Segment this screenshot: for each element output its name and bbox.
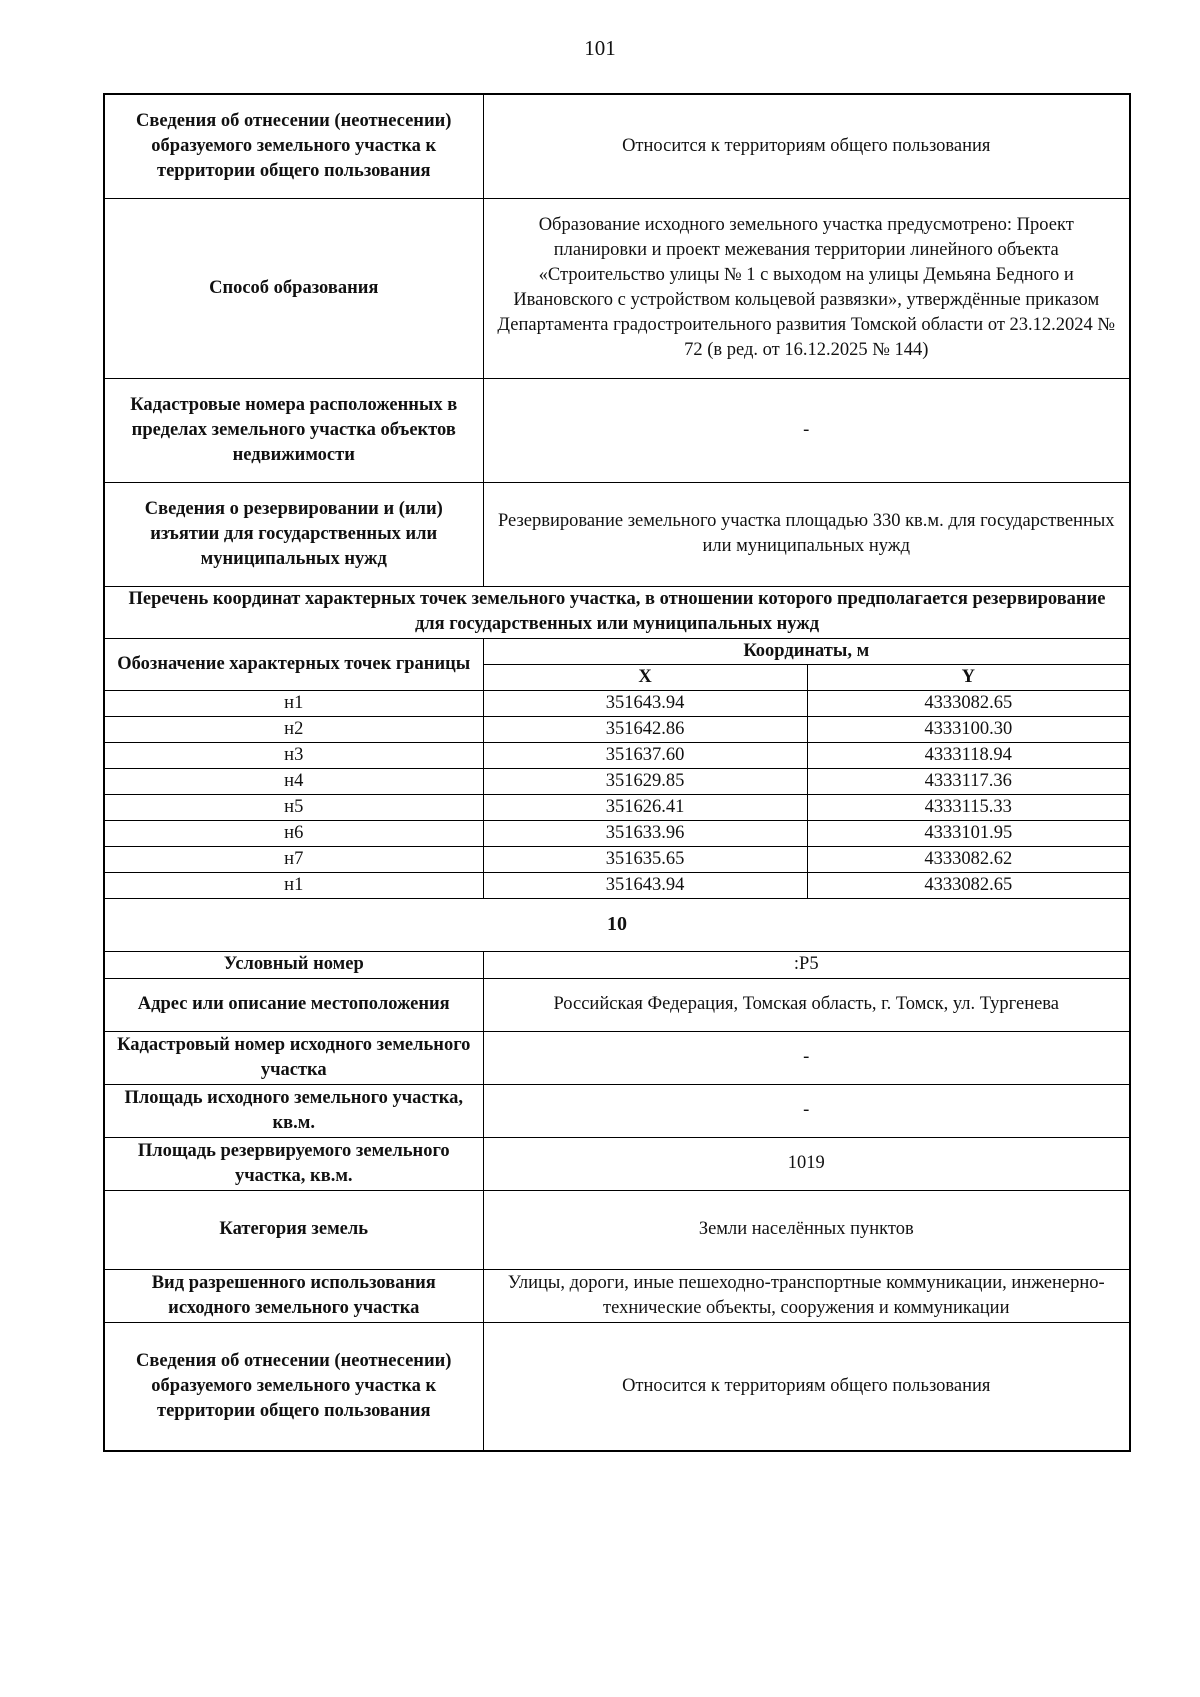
row-label: Кадастровый номер исходного земельного участка <box>104 1031 483 1084</box>
coord-y: 4333082.65 <box>807 690 1130 716</box>
row-label: Вид разрешенного использования исходного земельного участка <box>104 1269 483 1322</box>
row-value: Резервирование земельного участка площадью 330 кв.м. для государственных или муниципальных нужд <box>483 482 1130 586</box>
table-row <box>104 1190 1130 1269</box>
table-row <box>104 1137 1130 1190</box>
coord-x: 351642.86 <box>483 716 807 742</box>
row-label: Категория земель <box>104 1190 483 1269</box>
coord-y: 4333082.62 <box>807 846 1130 872</box>
row-value: - <box>483 1084 1130 1137</box>
coord-point: н4 <box>104 768 483 794</box>
col-x-header: X <box>483 664 807 690</box>
table-row <box>104 482 1130 586</box>
row-label: Адрес или описание местоположения <box>104 978 483 1031</box>
coord-row <box>104 794 1130 820</box>
coord-x: 351643.94 <box>483 872 807 898</box>
row-label: Площадь резервируемого земельного участка, кв.м. <box>104 1137 483 1190</box>
table-row <box>104 1084 1130 1137</box>
coord-y: 4333118.94 <box>807 742 1130 768</box>
coord-y: 4333115.33 <box>807 794 1130 820</box>
row-value: Образование исходного земельного участка предусмотрено: Проект планировки и проект межевания территории линейного объекта «Строительство улицы № 1 с выходом на улицы Демьяна Бедного и Ивановского с устройством кольцевой развязки», утверждённые приказом Департамента градостроительного развития Томской области от 23.12.2024 № 72 (в ред. от 16.12.2025 № 144) <box>483 198 1130 378</box>
row-value: Улицы, дороги, иные пешеходно-транспортные коммуникации, инженерно-технические объекты, сооружения и коммуникации <box>483 1269 1130 1322</box>
coord-row <box>104 742 1130 768</box>
coord-y: 4333101.95 <box>807 820 1130 846</box>
row-value: - <box>483 378 1130 482</box>
table-row <box>104 378 1130 482</box>
coords-header-row <box>104 638 1130 664</box>
coord-row <box>104 846 1130 872</box>
coord-point: н1 <box>104 690 483 716</box>
section-number-row <box>104 898 1130 951</box>
coord-x: 351626.41 <box>483 794 807 820</box>
coord-y: 4333100.30 <box>807 716 1130 742</box>
page-number: 101 <box>584 36 616 60</box>
row-value: - <box>483 1031 1130 1084</box>
table-row <box>104 1031 1130 1084</box>
coord-row <box>104 690 1130 716</box>
table-row <box>104 951 1130 978</box>
coord-x: 351643.94 <box>483 690 807 716</box>
coord-point: н2 <box>104 716 483 742</box>
row-label: Площадь исходного земельного участка, кв.м. <box>104 1084 483 1137</box>
row-value: :Р5 <box>483 951 1130 978</box>
table-row <box>104 978 1130 1031</box>
table-row <box>104 94 1130 198</box>
col-point-header: Обозначение характерных точек границы <box>104 638 483 690</box>
row-value: Российская Федерация, Томская область, г. Томск, ул. Тургенева <box>483 978 1130 1031</box>
row-label: Сведения о резервировании и (или) изъятии для государственных или муниципальных нужд <box>104 482 483 586</box>
table-row <box>104 1269 1130 1322</box>
row-value: Относится к территориям общего пользования <box>483 94 1130 198</box>
row-label: Кадастровые номера расположенных в пределах земельного участка объектов недвижимости <box>104 378 483 482</box>
coords-title: Перечень координат характерных точек земельного участка, в отношении которого предполагается резервирование для государственных или муниципальных нужд <box>104 586 1130 638</box>
coord-point: н7 <box>104 846 483 872</box>
row-value: Земли населённых пунктов <box>483 1190 1130 1269</box>
coord-x: 351633.96 <box>483 820 807 846</box>
coord-point: н5 <box>104 794 483 820</box>
coord-x: 351635.65 <box>483 846 807 872</box>
coord-x: 351637.60 <box>483 742 807 768</box>
col-y-header: Y <box>807 664 1130 690</box>
table-row <box>104 198 1130 378</box>
coord-row <box>104 872 1130 898</box>
row-label: Условный номер <box>104 951 483 978</box>
coord-row <box>104 716 1130 742</box>
table-row <box>104 1322 1130 1451</box>
row-label: Способ образования <box>104 198 483 378</box>
coord-point: н1 <box>104 872 483 898</box>
row-value: 1019 <box>483 1137 1130 1190</box>
row-label: Сведения об отнесении (неотнесении) образуемого земельного участка к территории общего пользования <box>104 94 483 198</box>
section-number: 10 <box>104 898 1130 951</box>
col-coords-header: Координаты, м <box>483 638 1130 664</box>
coord-x: 351629.85 <box>483 768 807 794</box>
row-label: Сведения об отнесении (неотнесении) образуемого земельного участка к территории общего пользования <box>104 1322 483 1451</box>
land-plot-table <box>103 93 1131 1452</box>
coord-row <box>104 820 1130 846</box>
coord-y: 4333082.65 <box>807 872 1130 898</box>
coord-row <box>104 768 1130 794</box>
row-value: Относится к территориям общего пользования <box>483 1322 1130 1451</box>
coord-point: н6 <box>104 820 483 846</box>
coord-y: 4333117.36 <box>807 768 1130 794</box>
coords-title-row <box>104 586 1130 638</box>
coord-point: н3 <box>104 742 483 768</box>
